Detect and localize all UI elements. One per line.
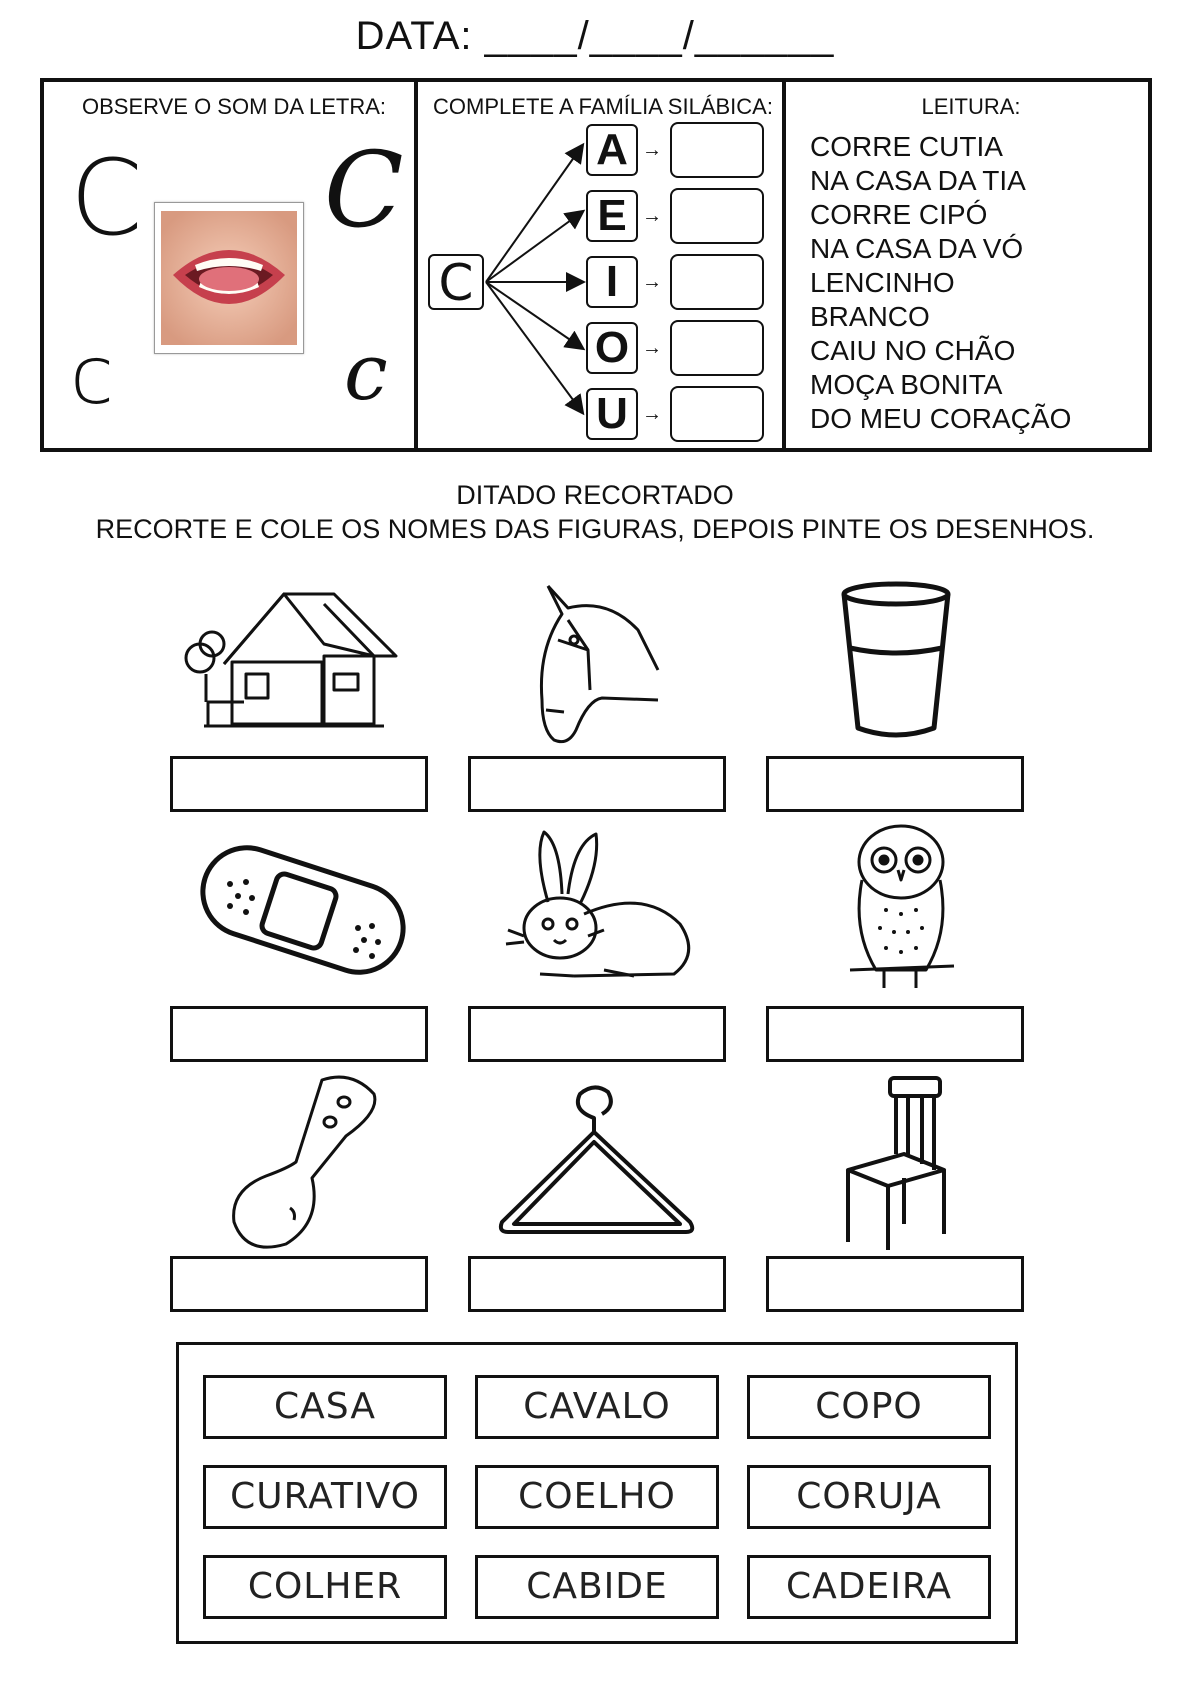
- vowel-u-box: U: [586, 388, 638, 440]
- ditado-title: DITADO RECORTADO: [456, 480, 734, 510]
- label-slot[interactable]: [170, 1006, 428, 1062]
- word-card-coruja[interactable]: CORUJA: [747, 1465, 991, 1529]
- date-line: DATA: ____/____/______: [355, 14, 835, 58]
- poem-line: MOÇA BONITA: [810, 369, 1003, 400]
- poem-line: DO MEU CORAÇÃO: [810, 403, 1072, 434]
- reading-section-title: LEITURA:: [921, 94, 1021, 119]
- syllable-answer-box[interactable]: [670, 122, 764, 178]
- syllable-answer-box[interactable]: [670, 188, 764, 244]
- hanger-icon: [494, 1082, 700, 1234]
- arrow-right-icon: →: [642, 337, 662, 359]
- vowel-i-box: I: [586, 256, 638, 308]
- poem-line: CORRE CUTIA: [810, 131, 1003, 162]
- label-slot[interactable]: [766, 1256, 1024, 1312]
- vowel-o-box: O: [586, 322, 638, 374]
- word-card-coelho[interactable]: COELHO: [475, 1465, 719, 1529]
- label-slot[interactable]: [170, 1256, 428, 1312]
- poem-line: CAIU NO CHÃO: [810, 335, 1016, 366]
- word-cutout-panel: [176, 1342, 1018, 1644]
- word-card-cavalo[interactable]: CAVALO: [475, 1375, 719, 1439]
- arrow-right-icon: →: [642, 403, 662, 425]
- poem-line: NA CASA DA TIA: [810, 165, 1026, 196]
- label-slot[interactable]: [170, 756, 428, 812]
- label-slot[interactable]: [766, 756, 1024, 812]
- arrow-right-icon: →: [642, 139, 662, 161]
- syllable-answer-box[interactable]: [670, 320, 764, 376]
- poem-line: NA CASA DA VÓ: [810, 233, 1024, 264]
- label-slot[interactable]: [468, 1256, 726, 1312]
- label-slot[interactable]: [766, 1006, 1024, 1062]
- lowercase-print-c: c: [70, 329, 114, 422]
- poem-line: CORRE CIPÓ: [810, 199, 988, 230]
- glass-icon: [836, 578, 956, 744]
- bandage-icon: [190, 832, 416, 988]
- owl-icon: [846, 820, 956, 998]
- arrow-right-icon: →: [642, 271, 662, 293]
- arrow-right-icon: →: [642, 205, 662, 227]
- syllable-answer-box[interactable]: [670, 386, 764, 442]
- syllable-answer-box[interactable]: [670, 254, 764, 310]
- vowel-a-box: A: [586, 124, 638, 176]
- label-slot[interactable]: [468, 1006, 726, 1062]
- word-card-curativo[interactable]: CURATIVO: [203, 1465, 447, 1529]
- horse-icon: [528, 580, 668, 750]
- word-card-copo[interactable]: COPO: [747, 1375, 991, 1439]
- word-card-casa[interactable]: CASA: [203, 1375, 447, 1439]
- word-card-colher[interactable]: COLHER: [203, 1555, 447, 1619]
- vowel-e-box: E: [586, 190, 638, 242]
- word-card-cabide[interactable]: CABIDE: [475, 1555, 719, 1619]
- spoon-icon: [226, 1072, 386, 1252]
- consonant-c-box: C: [428, 254, 484, 310]
- poem-line: LENCINHO: [810, 267, 955, 298]
- word-card-cadeira[interactable]: CADEIRA: [747, 1555, 991, 1619]
- house-icon: [184, 584, 404, 734]
- uppercase-print-c: C: [70, 137, 143, 259]
- family-section-title: COMPLETE A FAMÍLIA SILÁBICA:: [433, 94, 773, 119]
- uppercase-script-c: C: [324, 129, 404, 251]
- sound-section-title: OBSERVE O SOM DA LETRA:: [82, 94, 387, 119]
- poem-line: BRANCO: [810, 301, 930, 332]
- rabbit-icon: [504, 824, 704, 992]
- ditado-instructions: RECORTE E COLE OS NOMES DAS FIGURAS, DEPOIS PINTE OS DESENHOS.: [95, 514, 1095, 544]
- lowercase-script-c: c: [344, 328, 388, 418]
- label-slot[interactable]: [468, 756, 726, 812]
- chair-icon: [844, 1074, 954, 1250]
